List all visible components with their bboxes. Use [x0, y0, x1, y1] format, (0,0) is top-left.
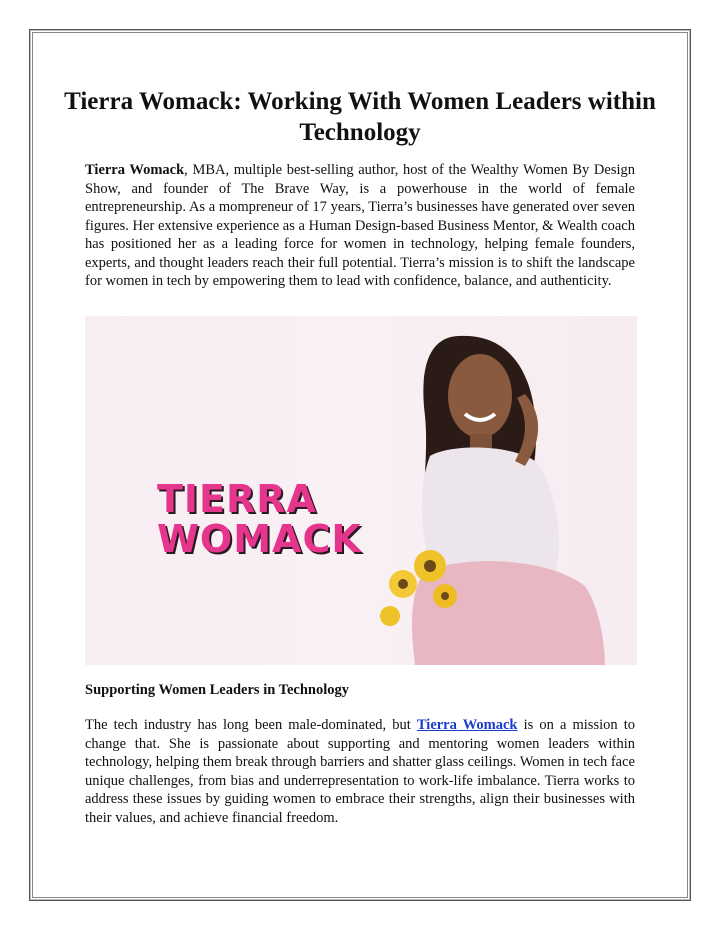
tierra-womack-link[interactable]: Tierra Womack	[416, 717, 518, 733]
photo-name-line2: WOMACK	[157, 517, 362, 561]
intro-text: , MBA, multiple best-selling author, host of the Wealthy Women By Design Show, and founder of The Brave Way, is a powerhouse in the world of female entrepreneurship. As a mompreneur of 17 years, Tierra’s businesses have generated over seven figures. Her extensive experience as a Human Design-based Business Mentor, & Wealth coach has positioned her as a leading force for women in technology, helping female founders, experts, and thought leaders reach their full potential. Tierra’s mission is to shift the landscape for women in tech by empowering them to lead with confidence, balance, and authenticity.	[85, 162, 636, 289]
section-heading: Supporting Women Leaders in Technology	[85, 682, 350, 698]
section-text-after-link: is on a mission to change that. She is passionate about supporting and mentoring women leaders within technology, helping them break through barriers and shatter glass ceilings. Women in tech face unique challenges, from bias and underrepresentation to work-life imbalance. Tierra works to address these issues by guiding women to embrace their strengths, align their businesses with their values, and achieve financial freedom.	[85, 717, 636, 826]
article-title: Tierra Womack: Working With Women Leaders within Technology	[64, 88, 656, 146]
intro-paragraph	[85, 161, 635, 291]
photo-name-overlay	[157, 479, 362, 559]
profile-photo	[85, 316, 637, 665]
section-paragraph	[85, 716, 635, 827]
face	[448, 354, 512, 438]
section-text-before-link: The tech industry has long been male-dominated, but	[85, 717, 417, 733]
intro-lead-name: Tierra Womack	[85, 162, 185, 178]
photo-name-line1: TIERRA	[157, 477, 317, 521]
